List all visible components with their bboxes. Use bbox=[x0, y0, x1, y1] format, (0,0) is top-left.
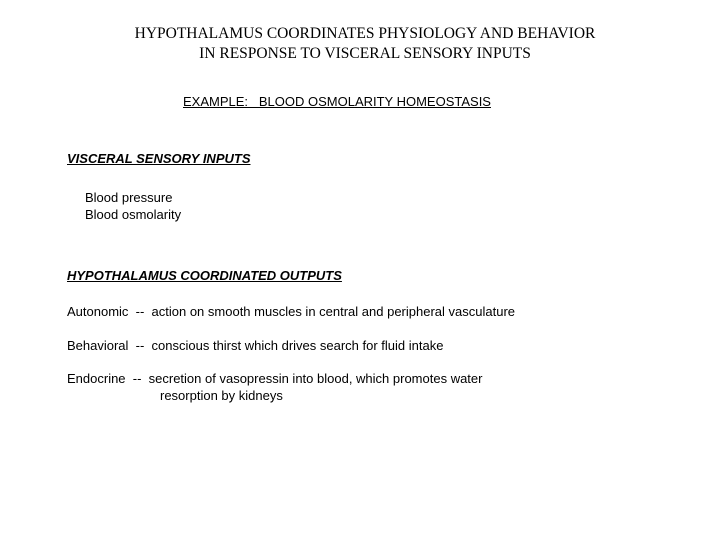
slide-title bbox=[0, 24, 720, 64]
example-subtitle: EXAMPLE: BLOOD OSMOLARITY HOMEOSTASIS bbox=[183, 94, 491, 109]
visceral-inputs-heading: VISCERAL SENSORY INPUTS bbox=[67, 151, 251, 166]
input-item-blood-pressure: Blood pressure bbox=[85, 190, 173, 205]
title-line-1: HYPOTHALAMUS COORDINATES PHYSIOLOGY AND BEHAVIOR bbox=[134, 25, 596, 42]
title-line-2: IN RESPONSE TO VISCERAL SENSORY INPUTS bbox=[199, 45, 531, 62]
coordinated-outputs-heading: HYPOTHALAMUS COORDINATED OUTPUTS bbox=[67, 268, 342, 283]
output-endocrine-continued: resorption by kidneys bbox=[160, 388, 283, 403]
output-autonomic: Autonomic -- action on smooth muscles in central and peripheral vasculature bbox=[67, 304, 515, 319]
input-item-blood-osmolarity: Blood osmolarity bbox=[85, 207, 182, 222]
output-endocrine: Endocrine -- secretion of vasopressin into blood, which promotes water bbox=[67, 371, 483, 386]
output-behavioral: Behavioral -- conscious thirst which drives search for fluid intake bbox=[67, 338, 444, 353]
